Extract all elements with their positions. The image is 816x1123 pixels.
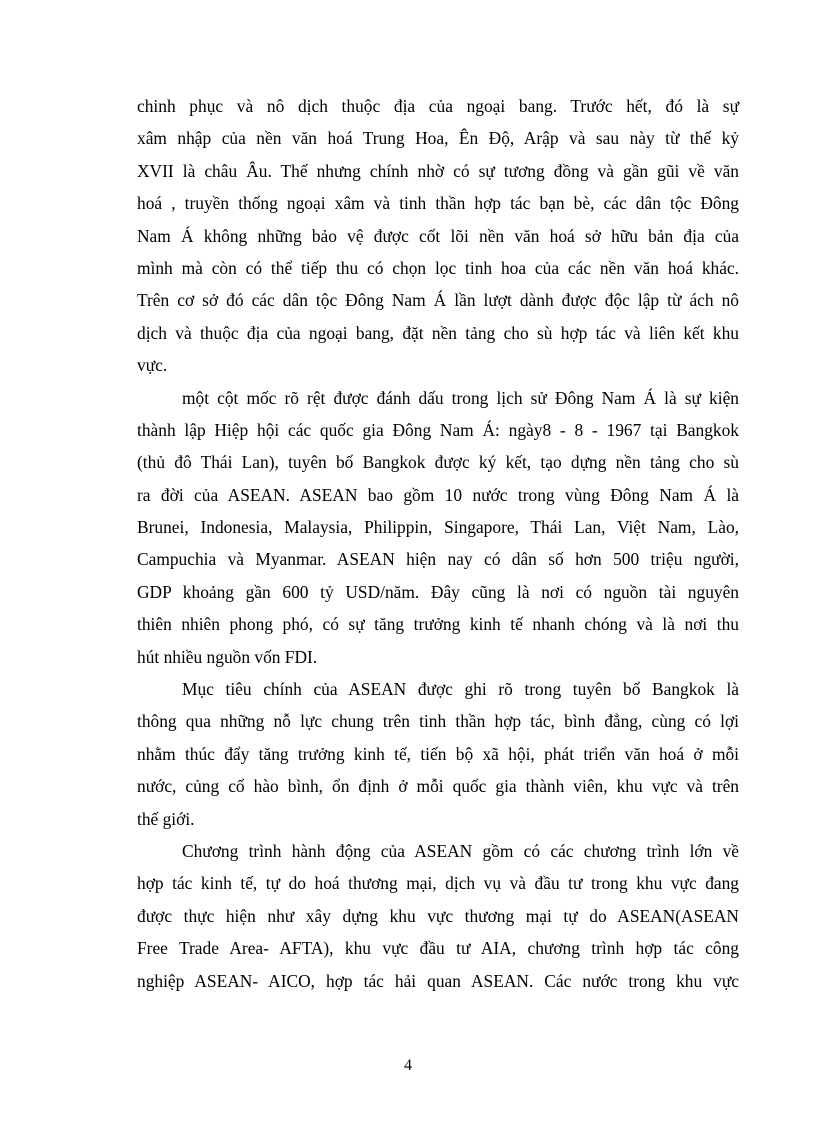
text-line: hoá , truyền thống ngoại xâm và tinh thần hợp tác bạn bè, các dân tộc Đông — [137, 193, 739, 214]
text-line: xâm nhập của nền văn hoá Trung Hoa, Ên Độ, Arập và sau này từ thế kỷ — [137, 128, 739, 149]
text-line: GDP khoảng gần 600 tỷ USD/năm. Đây cũng là nơi có nguồn tài nguyên — [137, 581, 739, 602]
text-line: ra đời của ASEAN. ASEAN bao gồm 10 nước trong vùng Đông Nam Á là — [137, 484, 739, 505]
page-number: 4 — [404, 1057, 412, 1074]
body-text — [137, 90, 739, 997]
text-line: mình mà còn có thể tiếp thu có chọn lọc tinh hoa của các nền văn hoá khác. — [137, 257, 739, 278]
text-line: thế giới. — [137, 808, 195, 829]
text-line: một cột mốc rõ rệt được đánh dấu trong lịch sử Đông Nam Á là sự kiện — [182, 387, 739, 408]
text-line: Campuchia và Myanmar. ASEAN hiện nay có dân số hơn 500 triệu người, — [137, 549, 739, 570]
text-line: Trên cơ sở đó các dân tộc Đông Nam Á lần lượt dành được độc lập từ ách nô — [137, 290, 739, 311]
text-line: hợp tác kinh tế, tự do hoá thương mại, dịch vụ và đầu tư trong khu vực đang — [137, 873, 739, 894]
text-line: nghiệp ASEAN- AICO, hợp tác hải quan ASEAN. Các nước trong khu vực — [137, 970, 739, 991]
text-line: Chương trình hành động của ASEAN gồm có các chương trình lớn về — [182, 840, 739, 861]
text-line: chinh phục và nô dịch thuộc địa của ngoại bang. Trước hết, đó là sự — [137, 96, 739, 116]
text-line: dịch và thuộc địa của ngoại bang, đặt nền tảng cho sù hợp tác và liên kết khu — [137, 322, 739, 343]
text-line: thiên nhiên phong phó, có sự tăng trưởng kinh tế nhanh chóng và là nơi thu — [137, 614, 739, 635]
text-line: Free Trade Area- AFTA), khu vực đầu tư AIA, chương trình hợp tác công — [137, 938, 739, 959]
text-line: Brunei, Indonesia, Malaysia, Philippin, Singapore, Thái Lan, Việt Nam, Lào, — [137, 517, 739, 538]
text-line: thành lập Hiệp hội các quốc gia Đông Nam Á: ngày8 - 8 - 1967 tại Bangkok — [137, 419, 739, 440]
text-line: Nam Á không những bảo vệ được cốt lõi nền văn hoá sở hữu bản địa của — [137, 225, 739, 246]
text-line: nhằm thúc đẩy tăng trưởng kinh tế, tiến bộ xã hội, phát triển văn hoá ở mỗi — [137, 743, 739, 764]
text-line: (thủ đô Thái Lan), tuyên bố Bangkok được ký kết, tạo dựng nền tảng cho sù — [137, 452, 739, 473]
text-line: thông qua những nỗ lực chung trên tinh thần hợp tác, bình đẳng, cùng có lợi — [137, 711, 739, 732]
text-line: nước, củng cố hào bình, ổn định ở mỗi quốc gia thành viên, khu vực và trên — [137, 776, 739, 797]
text-line: hút nhiều nguồn vốn FDI. — [137, 646, 318, 667]
text-line: XVII là châu Âu. Thế nhưng chính nhờ có sự tương đồng và gần gũi về văn — [137, 160, 739, 181]
text-line: vực. — [137, 355, 168, 376]
text-line: được thực hiện như xây dựng khu vực thương mại tự do ASEAN(ASEAN — [137, 905, 739, 926]
text-line: Mục tiêu chính của ASEAN được ghi rõ trong tuyên bố Bangkok là — [182, 679, 739, 700]
